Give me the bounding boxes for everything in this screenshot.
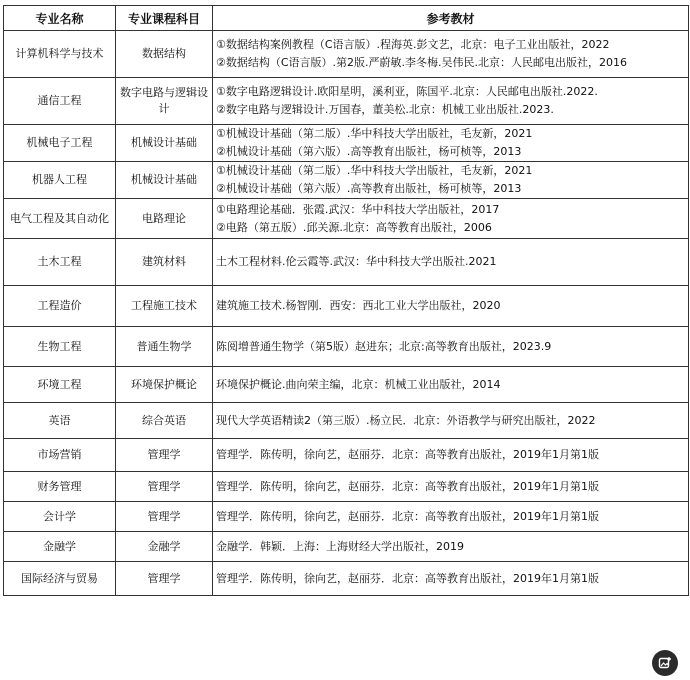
reference-book-line: ①电路理论基础．张霞.武汉：华中科技大学出版社，2017 — [216, 202, 500, 216]
table-row — [4, 125, 689, 162]
major-name-cell: 金融学 — [4, 532, 116, 562]
table-row — [4, 327, 689, 367]
reference-books-cell — [213, 327, 689, 367]
reference-books-cell — [213, 31, 689, 78]
table-row — [4, 502, 689, 532]
textbook-table — [3, 5, 689, 596]
reference-books-cell — [213, 78, 689, 125]
table-row — [4, 367, 689, 403]
reference-books-cell — [213, 562, 689, 596]
reference-books-cell — [213, 502, 689, 532]
major-name-cell: 土木工程 — [4, 239, 116, 286]
course-cell: 机械设计基础 — [116, 125, 213, 162]
reference-book-line: 土木工程材料.伦云霞等.武汉：华中科技大学出版社.2021 — [216, 255, 497, 268]
table-row — [4, 403, 689, 439]
reference-books-cell — [213, 532, 689, 562]
course-cell: 电路理论 — [116, 199, 213, 239]
course-cell: 数据结构 — [116, 31, 213, 78]
reference-book-line: ②机械设计基础（第六版）.高等教育出版社，杨可桢等，2013 — [216, 145, 522, 158]
reference-book-line: 现代大学英语精读2（第三版）.杨立民．北京：外语教学与研究出版社，2022 — [216, 413, 596, 427]
reference-books-cell — [213, 439, 689, 472]
major-name-cell: 工程造价 — [4, 286, 116, 327]
course-cell: 综合英语 — [116, 403, 213, 439]
course-cell: 金融学 — [116, 532, 213, 562]
reference-book-line: ①机械设计基础（第二版）.华中科技大学出版社，毛友新，2021 — [216, 127, 533, 140]
image-edit-icon — [658, 656, 672, 670]
reference-books-cell — [213, 367, 689, 403]
table-row — [4, 439, 689, 472]
table-row — [4, 562, 689, 596]
major-name-cell: 计算机科学与技术 — [4, 31, 116, 78]
major-name-cell: 机器人工程 — [4, 162, 116, 199]
table-row — [4, 532, 689, 562]
reference-book-line: 管理学．陈传明，徐向艺，赵丽芬．北京：高等教育出版社，2019年1月第1版 — [216, 479, 599, 493]
table-row — [4, 31, 689, 78]
header-major: 专业名称 — [4, 6, 116, 31]
reference-books-cell — [213, 125, 689, 162]
course-cell: 机械设计基础 — [116, 162, 213, 199]
course-cell: 建筑材料 — [116, 239, 213, 286]
table-row — [4, 239, 689, 286]
reference-books-cell — [213, 239, 689, 286]
major-name-cell: 会计学 — [4, 502, 116, 532]
course-cell: 环境保护概论 — [116, 367, 213, 403]
header-books: 参考教材 — [213, 6, 689, 31]
header-row — [4, 6, 689, 31]
reference-books-cell — [213, 162, 689, 199]
major-name-cell: 生物工程 — [4, 327, 116, 367]
reference-books-cell — [213, 286, 689, 327]
course-cell: 管理学 — [116, 472, 213, 502]
reference-book-line: ①数字电路逻辑设计.欧阳星明，溪利亚，陈国平.北京：人民邮电出版社.2022. — [216, 85, 598, 98]
floating-action-button[interactable] — [652, 650, 678, 676]
reference-book-line: 管理学．陈传明，徐向艺，赵丽芬．北京：高等教育出版社，2019年1月第1版 — [216, 571, 599, 585]
header-course: 专业课程科目 — [116, 6, 213, 31]
table-row — [4, 162, 689, 199]
reference-books-cell — [213, 403, 689, 439]
reference-book-line: 建筑施工技术.杨智刚．西安：西北工业大学出版社，2020 — [216, 299, 501, 312]
course-cell: 管理学 — [116, 439, 213, 472]
course-cell: 工程施工技术 — [116, 286, 213, 327]
major-name-cell: 电气工程及其自动化 — [4, 199, 116, 239]
reference-book-line: 环境保护概论.曲向荣主编，北京：机械工业出版社，2014 — [216, 377, 501, 391]
reference-book-line: ②电路（第五版）.邱关源.北京：高等教育出版社，2006 — [216, 220, 492, 234]
reference-book-line: ①数据结构案例教程（C语言版）.程海英.彭文艺，北京：电子工业出版社，2022 — [216, 38, 610, 51]
reference-books-cell — [213, 199, 689, 239]
reference-book-line: 金融学．韩颖．上海：上海财经大学出版社，2019 — [216, 539, 464, 553]
reference-book-line: ②机械设计基础（第六版）.高等教育出版社，杨可桢等，2013 — [216, 182, 522, 195]
major-name-cell: 机械电子工程 — [4, 125, 116, 162]
course-cell: 数字电路与逻辑设计 — [116, 78, 213, 125]
table-row — [4, 472, 689, 502]
reference-book-line: ②数据结构（C语言版）.第2版.严蔚敏.李冬梅.吴伟民.北京：人民邮电出版社，2016 — [216, 56, 628, 69]
reference-book-line: 陈阅增普通生物学（第5版）赵进东；北京:高等教育出版社，2023.9 — [216, 339, 552, 353]
reference-book-line: 管理学．陈传明，徐向艺，赵丽芬．北京：高等教育出版社，2019年1月第1版 — [216, 509, 599, 523]
reference-book-line: ②数字电路与逻辑设计.万国春，董美松.北京：机械工业出版社.2023. — [216, 103, 554, 116]
reference-book-line: 管理学．陈传明，徐向艺，赵丽芬．北京：高等教育出版社，2019年1月第1版 — [216, 448, 599, 461]
course-cell: 管理学 — [116, 562, 213, 596]
major-name-cell: 通信工程 — [4, 78, 116, 125]
major-name-cell: 财务管理 — [4, 472, 116, 502]
table-row — [4, 199, 689, 239]
course-cell: 普通生物学 — [116, 327, 213, 367]
table-body — [4, 31, 689, 596]
major-name-cell: 国际经济与贸易 — [4, 562, 116, 596]
major-name-cell: 英语 — [4, 403, 116, 439]
table-row — [4, 286, 689, 327]
major-name-cell: 市场营销 — [4, 439, 116, 472]
table-row — [4, 78, 689, 125]
reference-book-line: ①机械设计基础（第二版）.华中科技大学出版社，毛友新，2021 — [216, 164, 533, 177]
major-name-cell: 环境工程 — [4, 367, 116, 403]
course-cell: 管理学 — [116, 502, 213, 532]
reference-books-cell — [213, 472, 689, 502]
